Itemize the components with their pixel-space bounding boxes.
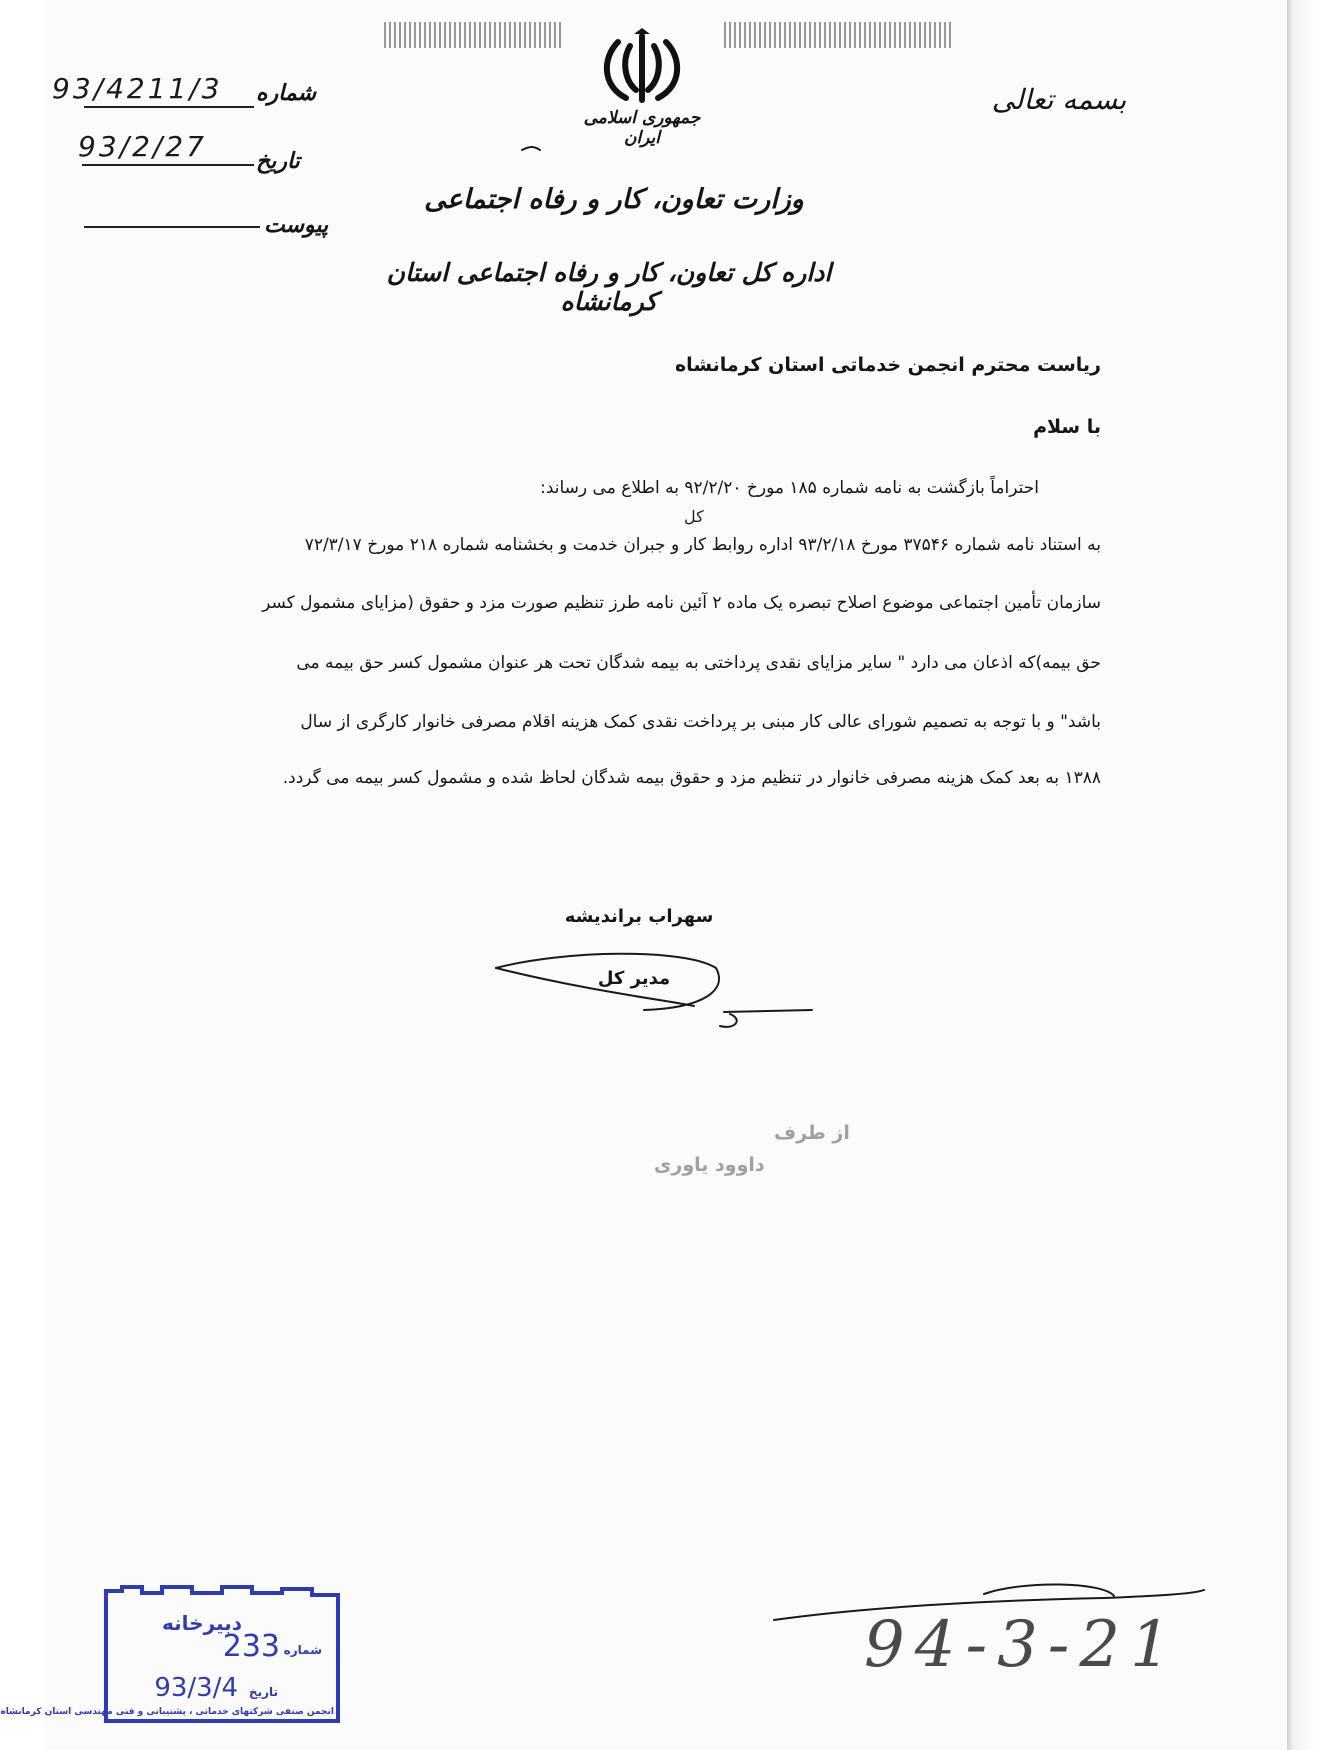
number-underline: [84, 106, 254, 108]
scan-artifact-right: [724, 22, 954, 48]
body-line: ۱۳۸۸ به بعد کمک هزینه مصرفی خانوار در تنظیم مزد و حقوق بیمه شدگان لحاظ شده و مشمول کسر بیمه می گردد.: [282, 768, 1101, 788]
faded-stamp-line1: از طرف: [774, 1122, 850, 1144]
letter-greeting: با سلام: [1033, 416, 1101, 438]
registry-date-label: تاریخ: [248, 1685, 278, 1699]
attachment-underline: [84, 226, 260, 228]
registry-stamp: [0, 1585, 342, 1725]
signer-title: مدیر کل: [597, 968, 671, 989]
registry-number-label: شماره: [283, 1643, 322, 1657]
iran-emblem-icon: [596, 28, 688, 108]
registry-org: انجمن صنفی شرکتهای خدماتی ، پشتیبانی و فنی مهندسی استان کرمانشاه: [0, 1707, 334, 1717]
letter-addressee: ریاست محترم انجمن خدماتی استان کرمانشاه: [674, 354, 1101, 376]
registry-number-value: 233: [222, 1629, 280, 1664]
handwritten-date-note: 94-3-21: [864, 1608, 1181, 1682]
date-label: تاریخ: [256, 148, 300, 174]
handwritten-insert: کل: [684, 507, 704, 526]
registry-heading: دبیرخانه: [162, 1611, 242, 1635]
date-value: 93/2/27: [78, 130, 207, 163]
body-line: باشد" و با توجه به تصمیم شورای عالی کار مبنی بر پرداخت نقدی کمک هزینه اقلام مصرفی خانوار کارگری از سال: [300, 712, 1101, 732]
country-name: جمهوری اسلامی ایران: [583, 108, 701, 148]
body-line: سازمان تأمین اجتماعی موضوع اصلاح تبصره یک ماده ۲ آئین نامه طرز تنظیم صورت مزد و حقوق (مزایای مشمول کسر: [262, 593, 1101, 613]
ministry-name: وزارت تعاون، کار و رفاه اجتماعی: [424, 184, 804, 215]
department-name: اداره کل تعاون، کار و رفاه اجتماعی استان کرمانشاه: [386, 258, 832, 316]
body-line: حق بیمه)که اذعان می دارد " سایر مزایای نقدی پرداختی به بیمه شدگان تحت هر عنوان مشمول کسر حق بیمه می: [296, 653, 1101, 673]
letter-intro: احتراماً بازگشت به نامه شماره ۱۸۵ مورخ ۹۲/۲/۲۰ به اطلاع می رساند:: [540, 478, 1039, 498]
scan-artifact-left: [384, 22, 564, 48]
number-value: 93/4211/3: [52, 72, 223, 105]
number-label: شماره: [256, 80, 317, 106]
signer-name: سهراب براندیشه: [564, 906, 714, 927]
scan-edge-shadow: [1287, 0, 1319, 1750]
registry-date-value: 93/3/4: [154, 1673, 238, 1703]
date-underline: [82, 164, 254, 166]
faded-stamp-line2: داوود یاوری: [654, 1154, 765, 1176]
body-line: به استناد نامه شماره ۳۷۵۴۶ مورخ ۹۳/۲/۱۸ اداره روابط کار و جبران خدمت و بخشنامه شماره ۲۱۸ مورخ ۷۲/۳/۱۷: [304, 535, 1101, 555]
attachment-label: پیوست: [264, 212, 329, 238]
basmala-heading: بسمه تعالی: [991, 83, 1127, 116]
